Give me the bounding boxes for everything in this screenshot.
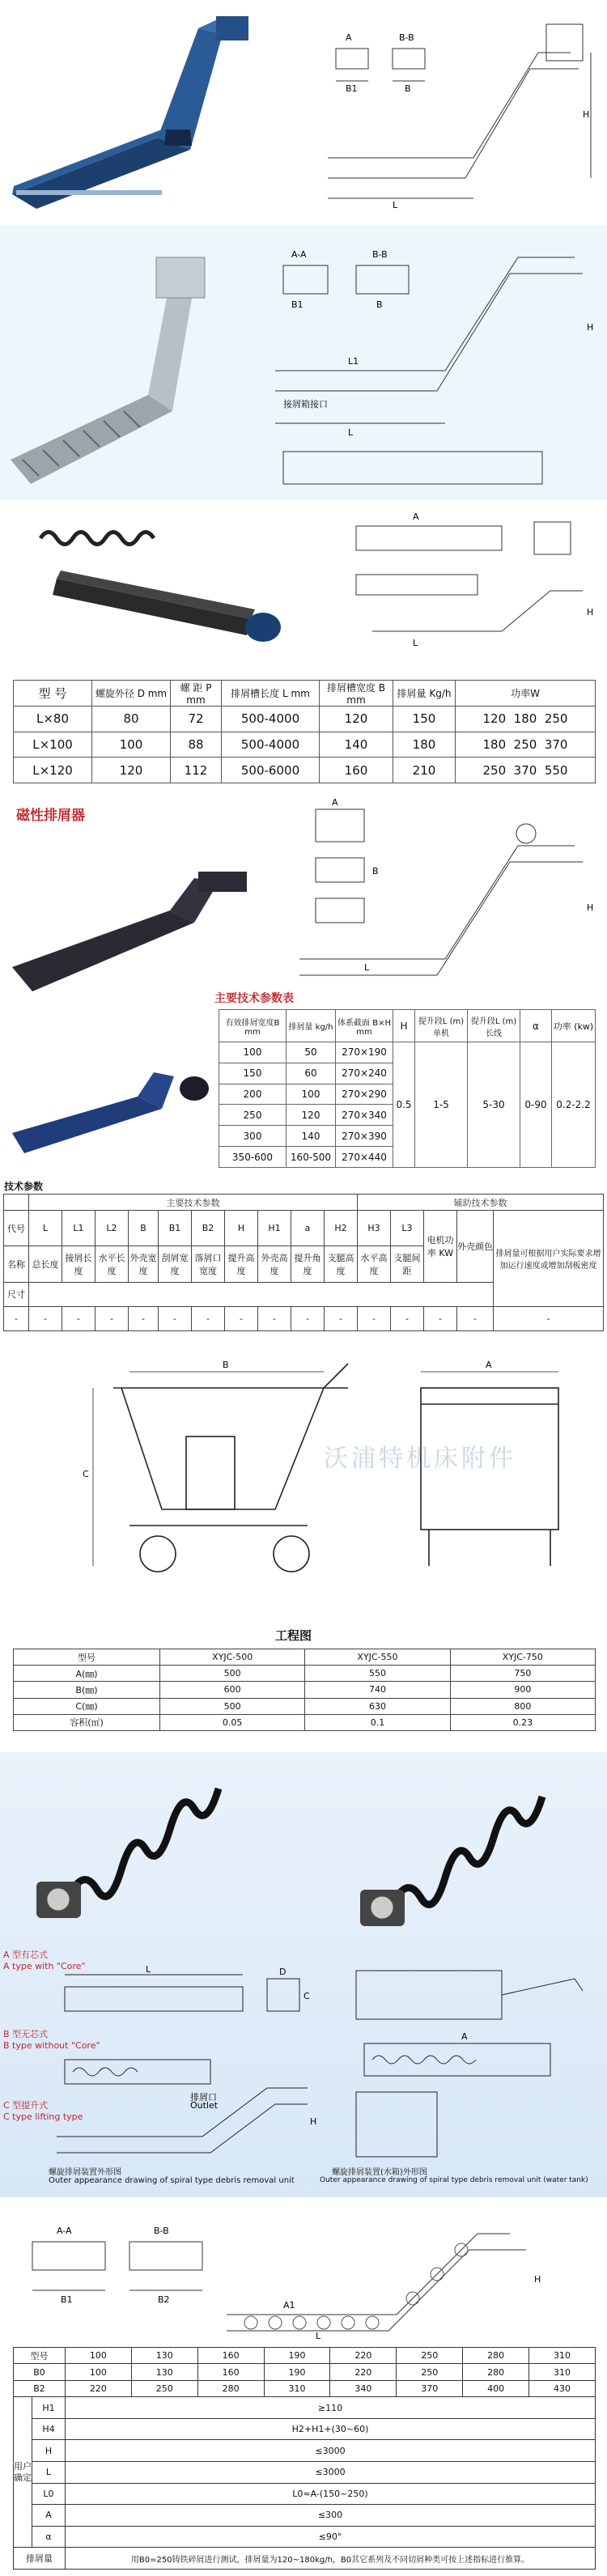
magnetic-spec-table: [219, 1009, 596, 1168]
cell: 350-600: [219, 1147, 287, 1168]
cell: 160: [197, 2348, 264, 2364]
cell: 0.23: [450, 1714, 595, 1730]
cell: L: [32, 2462, 66, 2484]
cell: H: [225, 1211, 258, 1246]
cell: 0.1: [305, 1714, 450, 1730]
cart-spec-table: [13, 1649, 596, 1731]
cell: 280: [463, 2348, 529, 2364]
table-row: [14, 758, 596, 783]
spiral-type-drawings-right: [340, 1946, 599, 2165]
cell: L2: [96, 1211, 129, 1246]
cell: 310: [264, 2380, 330, 2396]
cell: 250: [219, 1105, 287, 1126]
cell: 支腿高度: [325, 1246, 358, 1282]
spiral-spec-table: [13, 680, 596, 783]
cell: α: [32, 2526, 66, 2548]
section-3-spiral-conveyor: [0, 510, 607, 793]
dwg2-label-aa: A-A: [291, 249, 307, 260]
cell-merged-power: 0.2-2.2: [552, 1042, 596, 1168]
cell: 总长度: [29, 1246, 62, 1282]
cell: 60: [287, 1063, 336, 1084]
cell: ≤3000: [66, 2462, 596, 2484]
cell: 500-4000: [222, 707, 320, 732]
cell: 88: [171, 732, 222, 758]
dwg6-label-c: C: [83, 1469, 89, 1479]
section-8-hinge-params: [0, 2205, 607, 2576]
table-row: [14, 2462, 596, 2484]
cell: L1: [62, 1211, 96, 1246]
cell: 600: [160, 1682, 305, 1698]
cell: 150: [219, 1063, 287, 1084]
cell: a: [291, 1211, 325, 1246]
cell: 250: [131, 2380, 197, 2396]
dwg2-note: 接屑箱接口: [283, 399, 328, 410]
engineering-drawing-title: 工程图: [275, 1628, 312, 1643]
spiral-photo: [32, 514, 299, 651]
cell: H3: [358, 1211, 391, 1246]
cell: 190: [264, 2348, 330, 2364]
section-5-technical-parameters: [0, 1178, 607, 1339]
cell: L×80: [14, 707, 92, 732]
dwg2-label-bb: B-B: [372, 249, 388, 260]
technical-drawing-2: [267, 233, 599, 496]
cell: ≤300: [66, 2505, 596, 2527]
dwg6-label-b: B: [223, 1360, 229, 1370]
cell: 140: [320, 732, 393, 758]
cell: B: [129, 1211, 159, 1246]
cell: 250 370 550: [456, 758, 596, 783]
hinge-params-table: [13, 2347, 596, 2570]
cell: 名称: [4, 1246, 29, 1282]
cell-merged-single: 1-5: [415, 1042, 468, 1168]
cell: 400: [463, 2380, 529, 2396]
cell: -: [494, 1306, 604, 1330]
cell: B2: [14, 2380, 66, 2396]
section-2-scraper-conveyor: [0, 225, 607, 500]
technical-drawing-8: [8, 2209, 599, 2339]
cell: 630: [305, 1698, 450, 1714]
cell: 容积(㎡): [14, 1714, 160, 1730]
section-6-chip-cart: [0, 1347, 607, 1744]
dwg4-label-b: B: [372, 866, 379, 876]
th-cart-500: XYJC-500: [160, 1649, 305, 1666]
th-pitch: 螺 距 P mm: [171, 681, 222, 707]
cell: 180 250 370: [456, 732, 596, 758]
th-mag-h: H: [393, 1010, 415, 1042]
cell: B(㎜): [14, 1682, 160, 1698]
cell: -: [225, 1306, 258, 1330]
dwg8-label-a1: A1: [283, 2300, 295, 2311]
cell: B0: [14, 2364, 66, 2380]
cell: -: [159, 1306, 192, 1330]
cell: L3: [391, 1211, 424, 1246]
cell: B2: [192, 1211, 225, 1246]
cell: 500: [160, 1698, 305, 1714]
cell: C(㎜): [14, 1698, 160, 1714]
dwg6-label-a: A: [486, 1360, 492, 1370]
table-row: [14, 2505, 596, 2527]
cell: 支腿间距: [391, 1246, 424, 1282]
caption-right-en: Outer appearance drawing of spiral type debris removal unit (water tank): [320, 2176, 588, 2184]
cell: -: [325, 1306, 358, 1330]
conveyor-photo-2: [6, 241, 249, 492]
cell: 120: [287, 1105, 336, 1126]
outlet-en-label: Outlet: [190, 2100, 219, 2111]
cell: 270×240: [336, 1063, 393, 1084]
cell: 尺寸: [4, 1282, 29, 1306]
caption-right-cn: 螺旋排屑装置(水箱)外形图: [332, 2168, 427, 2177]
section-1-hinge-conveyor: [0, 0, 607, 214]
caption-left-cn: 螺旋排屑装置外形图: [49, 2168, 121, 2177]
cell: B1: [159, 1211, 192, 1246]
dwg3-label-h: H: [587, 607, 594, 617]
cell: 300: [219, 1126, 287, 1147]
cell: 外壳高度: [258, 1246, 291, 1282]
cell: 180: [393, 732, 456, 758]
type-b-cn: B 型无芯式: [3, 2029, 49, 2039]
dwg7-label-l: L: [146, 1964, 151, 1975]
cell: H1: [258, 1211, 291, 1246]
table-row: [4, 1306, 604, 1330]
cell: 270×190: [336, 1042, 393, 1063]
cell: 排屑量: [14, 2548, 66, 2570]
cell: 310: [529, 2364, 596, 2380]
cell: L0: [32, 2483, 66, 2505]
cell: 550: [305, 1666, 450, 1682]
cell: -: [62, 1306, 96, 1330]
cell: -: [457, 1306, 494, 1330]
dwg2-label-h: H: [587, 322, 594, 333]
dwg1-label-h: H: [583, 109, 590, 120]
table-row: [14, 2526, 596, 2548]
cell: 72: [171, 707, 222, 732]
dwg8-label-b1: B1: [61, 2294, 73, 2305]
group-main: 主要技术参数: [29, 1195, 358, 1211]
cell: 900: [450, 1682, 595, 1698]
cell: ≥110: [66, 2397, 596, 2419]
table-row: [14, 2483, 596, 2505]
technical-drawing-1: [312, 4, 599, 210]
spiral-type-photo-2: [340, 1768, 599, 1930]
cell: 刮屑宽度: [159, 1246, 192, 1282]
th-power: 功率W: [456, 681, 596, 707]
cell: 500-6000: [222, 758, 320, 783]
th-mag-alpha: α: [520, 1010, 552, 1042]
dwg2-label-b: B: [376, 299, 383, 310]
table-row: [14, 1666, 596, 1682]
cell: 提升高度: [225, 1246, 258, 1282]
cell: 160: [320, 758, 393, 783]
table-row: [14, 707, 596, 732]
cell: L×120: [14, 758, 92, 783]
cell-empty: [4, 1195, 29, 1211]
th-mag-single: 提升段L (m) 单机: [415, 1010, 468, 1042]
dwg3-label-l: L: [413, 638, 418, 648]
cell: 190: [264, 2364, 330, 2380]
cell: 200: [219, 1084, 287, 1105]
dwg7-label-d: D: [279, 1967, 287, 1977]
cell: 0.05: [160, 1714, 305, 1730]
dwg7-label-c: C: [304, 1991, 310, 2001]
cell: A: [32, 2505, 66, 2527]
cell-note: 排屑量可根据用户实际要求增加运行速度或增加刮板密度: [494, 1211, 604, 1307]
cell: 800: [450, 1698, 595, 1714]
cell: 112: [171, 758, 222, 783]
table-row: [14, 2548, 596, 2570]
cell: 370: [397, 2380, 463, 2396]
table-row: [14, 2440, 596, 2462]
table-row: [14, 2380, 596, 2396]
magnetic-photo-2: [8, 1064, 219, 1161]
cell: 280: [463, 2364, 529, 2380]
dwg7-label-a: A: [461, 2031, 468, 2042]
cell: -: [291, 1306, 325, 1330]
cell: 280: [197, 2380, 264, 2396]
cell-capacity-note: 用B0=250铸铁碎屑进行测试，排屑量为120~180kg/h，B0其它系列及不同切屑种类可按上述指标进行推算。: [66, 2548, 596, 2570]
type-a-cn: A 型有芯式: [3, 1950, 49, 1960]
cell-user-defined: 用户确定: [14, 2397, 32, 2548]
cell: 100: [219, 1042, 287, 1063]
cell-merged-long: 5-30: [468, 1042, 520, 1168]
cell: 水平长度: [96, 1246, 129, 1282]
cell: 310: [529, 2348, 596, 2364]
dwg1-label-b1: B1: [346, 83, 358, 94]
tech-param-title: 技术参数: [4, 1181, 44, 1192]
cell: -: [4, 1306, 29, 1330]
dwg1-label-bb: B-B: [399, 32, 414, 43]
cell: 80: [92, 707, 171, 732]
table-row: [14, 1714, 596, 1730]
type-a-en: A type with "Core": [3, 1961, 86, 1971]
group-aux: 辅助技术参数: [358, 1195, 604, 1211]
cell: 270×390: [336, 1126, 393, 1147]
cell: H: [32, 2440, 66, 2462]
cell: 100: [66, 2364, 132, 2380]
th-width: 排屑槽宽度 B mm: [320, 681, 393, 707]
cell: H2: [325, 1211, 358, 1246]
th-mag-section: 体系截面 B×H mm: [336, 1010, 393, 1042]
dwg8-label-h: H: [534, 2274, 541, 2285]
cell: 270×440: [336, 1147, 393, 1168]
cell: -: [29, 1306, 62, 1330]
table-row: [14, 2364, 596, 2380]
cell: 接屑长度: [62, 1246, 96, 1282]
table-row: [219, 1042, 596, 1063]
cell: 500-4000: [222, 732, 320, 758]
cell: 130: [131, 2364, 197, 2380]
cell: H1: [32, 2397, 66, 2419]
cell: 外壳颜色: [457, 1211, 494, 1283]
cell: 750: [450, 1666, 595, 1682]
cell: 120 180 250: [456, 707, 596, 732]
cell: 250: [397, 2348, 463, 2364]
cell: 型号: [14, 2348, 66, 2364]
caption-left: Outer appearance drawing of spiral type debris removal unit: [49, 2176, 295, 2185]
cell: 外壳宽度: [129, 1246, 159, 1282]
cell: 120: [320, 707, 393, 732]
watermark-text: 沃浦特机床附件: [324, 1445, 516, 1473]
cell: A(㎜): [14, 1666, 160, 1682]
magnetic-subheading: 主要技术参数表: [214, 992, 294, 1005]
cell: 代号: [4, 1211, 29, 1246]
dwg8-label-l: L: [316, 2331, 321, 2339]
cell: H4: [32, 2418, 66, 2440]
cell: -: [358, 1306, 391, 1330]
cell: 电机功率 KW: [424, 1211, 457, 1283]
th-diameter: 螺旋外径 D mm: [92, 681, 171, 707]
spiral-type-drawings-left: [49, 1963, 324, 2165]
cell: L: [29, 1211, 62, 1246]
cell: 250: [397, 2364, 463, 2380]
dwg2-label-l: L: [348, 427, 354, 438]
cell: -: [258, 1306, 291, 1330]
cell: -: [129, 1306, 159, 1330]
cell: 120: [92, 758, 171, 783]
th-length: 排屑槽长度 L mm: [222, 681, 320, 707]
dwg1-label-l: L: [393, 200, 398, 210]
table-row: [14, 2418, 596, 2440]
type-c-en: C type lifting type: [3, 2111, 83, 2122]
th-cart-model: 型号: [14, 1649, 160, 1666]
th-model: 型 号: [14, 681, 92, 707]
cell: ≤90°: [66, 2526, 596, 2548]
cell: -: [424, 1306, 457, 1330]
outlet-cn-label: 排屑口: [190, 2092, 217, 2103]
th-capacity: 排屑量 Kg/h: [393, 681, 456, 707]
cell: -: [96, 1306, 129, 1330]
cell: 50: [287, 1042, 336, 1063]
cell: H2+H1+(30~60): [66, 2418, 596, 2440]
th-mag-capacity: 排屑量 kg/h: [287, 1010, 336, 1042]
th-mag-power: 功率 (kw): [552, 1010, 596, 1042]
cell: L0≈A-(150~250): [66, 2483, 596, 2505]
cell: 220: [66, 2380, 132, 2396]
cell: 160-500: [287, 1147, 336, 1168]
cell-merged-alpha: 0-90: [520, 1042, 552, 1168]
dwg1-label-a: A: [346, 32, 352, 43]
technical-drawing-4: [283, 797, 599, 983]
table-row: [14, 2397, 596, 2419]
tech-param-table: [3, 1194, 604, 1331]
dwg7-label-h: H: [310, 2116, 317, 2127]
magnetic-heading: 磁性排屑器: [16, 808, 85, 824]
cell: 340: [330, 2380, 397, 2396]
th-cart-550: XYJC-550: [305, 1649, 450, 1666]
section-4-magnetic-conveyor: [0, 797, 607, 1178]
cell: 220: [330, 2364, 397, 2380]
cell-merged-h: 0.5: [393, 1042, 415, 1168]
cell: 160: [197, 2364, 264, 2380]
dwg4-label-h: H: [587, 902, 594, 913]
cell: 100: [287, 1084, 336, 1105]
section-7-spiral-types: [0, 1752, 607, 2197]
cell: -: [391, 1306, 424, 1330]
table-row: [14, 1682, 596, 1698]
cell-size-values: [29, 1282, 494, 1306]
table-row: [14, 1698, 596, 1714]
dwg8-label-bb: B-B: [154, 2226, 169, 2236]
cell: 100: [66, 2348, 132, 2364]
cell: 430: [529, 2380, 596, 2396]
cell: 水平高度: [358, 1246, 391, 1282]
dwg4-label-a: A: [332, 797, 338, 808]
conveyor-photo-1: [4, 8, 283, 210]
cell: 140: [287, 1126, 336, 1147]
table-row: [14, 2348, 596, 2364]
table-row: [14, 732, 596, 758]
cell: L×100: [14, 732, 92, 758]
cell: 220: [330, 2348, 397, 2364]
dwg4-label-l: L: [364, 962, 370, 973]
th-mag-long: 提升段L (m) 长线: [468, 1010, 520, 1042]
dwg8-label-b2: B2: [158, 2294, 170, 2305]
dwg3-label-a: A: [413, 511, 419, 522]
cart-drawing: [81, 1356, 583, 1623]
cell: 100: [92, 732, 171, 758]
cell: 210: [393, 758, 456, 783]
cell: 130: [131, 2348, 197, 2364]
cell: ≤3000: [66, 2440, 596, 2462]
cell: 270×340: [336, 1105, 393, 1126]
dwg2-label-b1: B1: [291, 299, 304, 310]
cell: -: [192, 1306, 225, 1330]
spiral-type-photo-1: [24, 1768, 283, 1930]
cell: 740: [305, 1682, 450, 1698]
magnetic-photo-1: [8, 862, 259, 999]
cell: 提升角度: [291, 1246, 325, 1282]
type-b-en: B type without "Core": [3, 2040, 100, 2051]
type-c-cn: C 型提升式: [3, 2100, 49, 2111]
technical-drawing-3: [340, 510, 599, 651]
th-mag-width: 有效排屑宽度B mm: [219, 1010, 287, 1042]
dwg8-label-aa: A-A: [57, 2226, 72, 2236]
cell: 270×290: [336, 1084, 393, 1105]
cell: 500: [160, 1666, 305, 1682]
th-cart-750: XYJC-750: [450, 1649, 595, 1666]
dwg1-label-b: B: [405, 83, 411, 94]
cell: 落屑口宽度: [192, 1246, 225, 1282]
dwg2-label-l1: L1: [348, 356, 359, 367]
cell: 150: [393, 707, 456, 732]
